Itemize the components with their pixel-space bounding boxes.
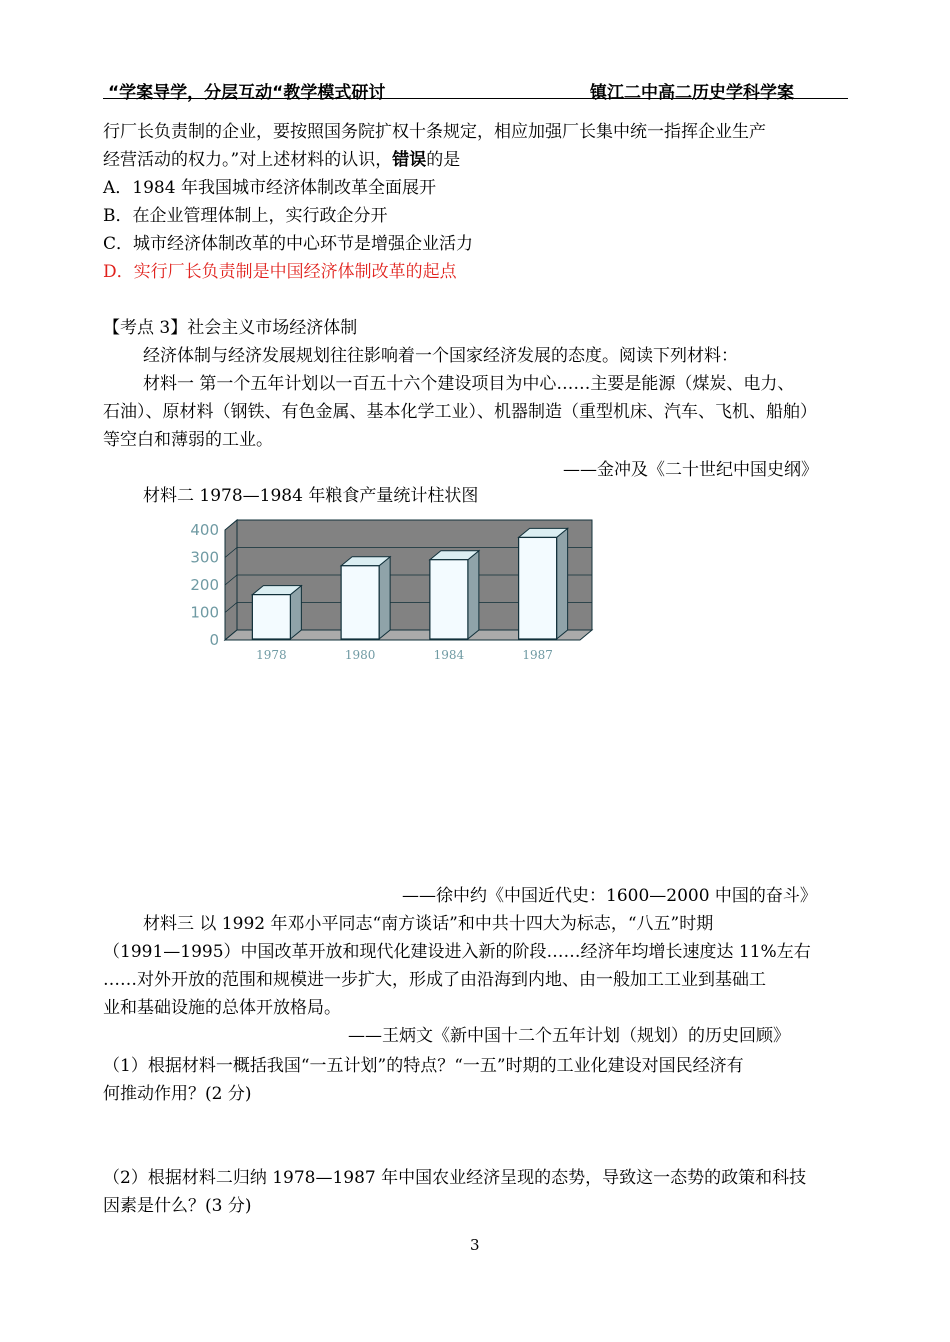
question1-line2: 何推动作用？(2 分) [103, 1084, 252, 1104]
chart-bar-front [430, 560, 468, 639]
material3-line1: 材料三 以 1992 年邓小平同志“南方谈话”和中共十四大为标志，“八五”时期 [143, 914, 714, 934]
option-c: C．城市经济体制改革的中心环节是增强企业活力 [103, 234, 474, 254]
question-text-line2 [103, 150, 460, 170]
material1-source: ——金冲及《二十世纪中国史纲》 [563, 460, 818, 480]
material3-source: ——王炳文《新中国十二个五年计划（规划）的历史回顾》 [348, 1026, 790, 1046]
material1-line2: 石油）、原材料（钢铁、有色金属、基本化学工业）、机器制造（重型机床、汽车、飞机、船舶） [103, 402, 817, 422]
page-number: 3 [470, 1236, 480, 1254]
material2-source: ——徐中约《中国近代史：1600—2000 中国的奋斗》 [402, 886, 817, 906]
chart-bar-front [252, 595, 290, 639]
chart-bar-side [379, 557, 390, 639]
chart-y-tick-label: 300 [190, 548, 219, 567]
chart-bar-front [341, 566, 379, 639]
header-rule [103, 98, 848, 99]
question-text-line1: 行厂长负责制的企业，要按照国务院扩权十条规定，相应加强厂长集中统一指挥企业生产 [103, 122, 766, 142]
chart-x-tick-label: 1984 [433, 648, 465, 662]
chart-x-tick-label: 1978 [256, 648, 287, 662]
question2-line1: （2）根据材料二归纳 1978—1987 年中国农业经济呈现的态势，导致这一态势的政策和科技 [103, 1168, 807, 1188]
chart-x-ticks [256, 648, 553, 662]
chart-y-tick-label: 200 [190, 576, 219, 594]
question-text-suffix: 的是 [426, 150, 461, 170]
material1-line3: 等空白和薄弱的工业。 [103, 430, 273, 450]
chart-bar-1984 [430, 551, 479, 639]
chart-x-tick-label: 1980 [344, 648, 376, 662]
question1-line1: （1）根据材料一概括我国“一五计划”的特点？“一五”时期的工业化建设对国民经济有 [103, 1056, 744, 1076]
question2-line2: 因素是什么？(3 分) [103, 1196, 252, 1216]
option-a: A．1984 年我国城市经济体制改革全面展开 [103, 178, 436, 198]
chart-bar-1978 [252, 586, 301, 639]
chart-bar-side [557, 528, 568, 639]
chart-x-tick-label: 1987 [522, 648, 553, 662]
chart-y-tick-label: 400 [190, 521, 219, 539]
chart-y-tick-label: 0 [209, 631, 219, 649]
chart-y-ticks [190, 521, 219, 649]
chart-bar-side [468, 551, 479, 639]
section-title: 【考点 3】社会主义市场经济体制 [103, 318, 358, 338]
section-intro: 经济体制与经济发展规划往往影响着一个国家经济发展的态度。阅读下列材料： [143, 346, 738, 366]
chart-bar-front [519, 537, 557, 639]
option-d-answer: D．实行厂长负责制是中国经济体制改革的起点 [103, 262, 457, 282]
material2-caption: 材料二 1978—1984 年粮食产量统计柱状图 [143, 486, 479, 506]
option-b: B．在企业管理体制上，实行政企分开 [103, 206, 388, 226]
chart-y-tick-label: 100 [190, 603, 219, 622]
material3-line3: ……对外开放的范围和规模进一步扩大，形成了由沿海到内地、由一般加工工业到基础工 [103, 970, 766, 990]
header-right: 镇江二中高二历史学科学案 [590, 83, 794, 103]
material3-line2: （1991—1995）中国改革开放和现代化建设进入新的阶段……经济年均增长速度达 11%左右 [103, 942, 811, 962]
question-text-prefix: 经营活动的权力。”对上述材料的认识， [103, 150, 393, 170]
material1-line1: 材料一 第一个五年计划以一百五十六个建设项目为中心……主要是能源（煤炭、电力、 [143, 374, 795, 394]
question-keyword-wrong: 错误 [392, 150, 427, 170]
chart-bar-1987 [519, 528, 568, 639]
material3-line4: 业和基础设施的总体开放格局。 [103, 998, 341, 1018]
grain-output-bar-chart [180, 500, 640, 670]
chart-bar-1980 [341, 557, 390, 639]
header-left: “学案导学，分层互动“教学模式研讨 [108, 83, 386, 103]
